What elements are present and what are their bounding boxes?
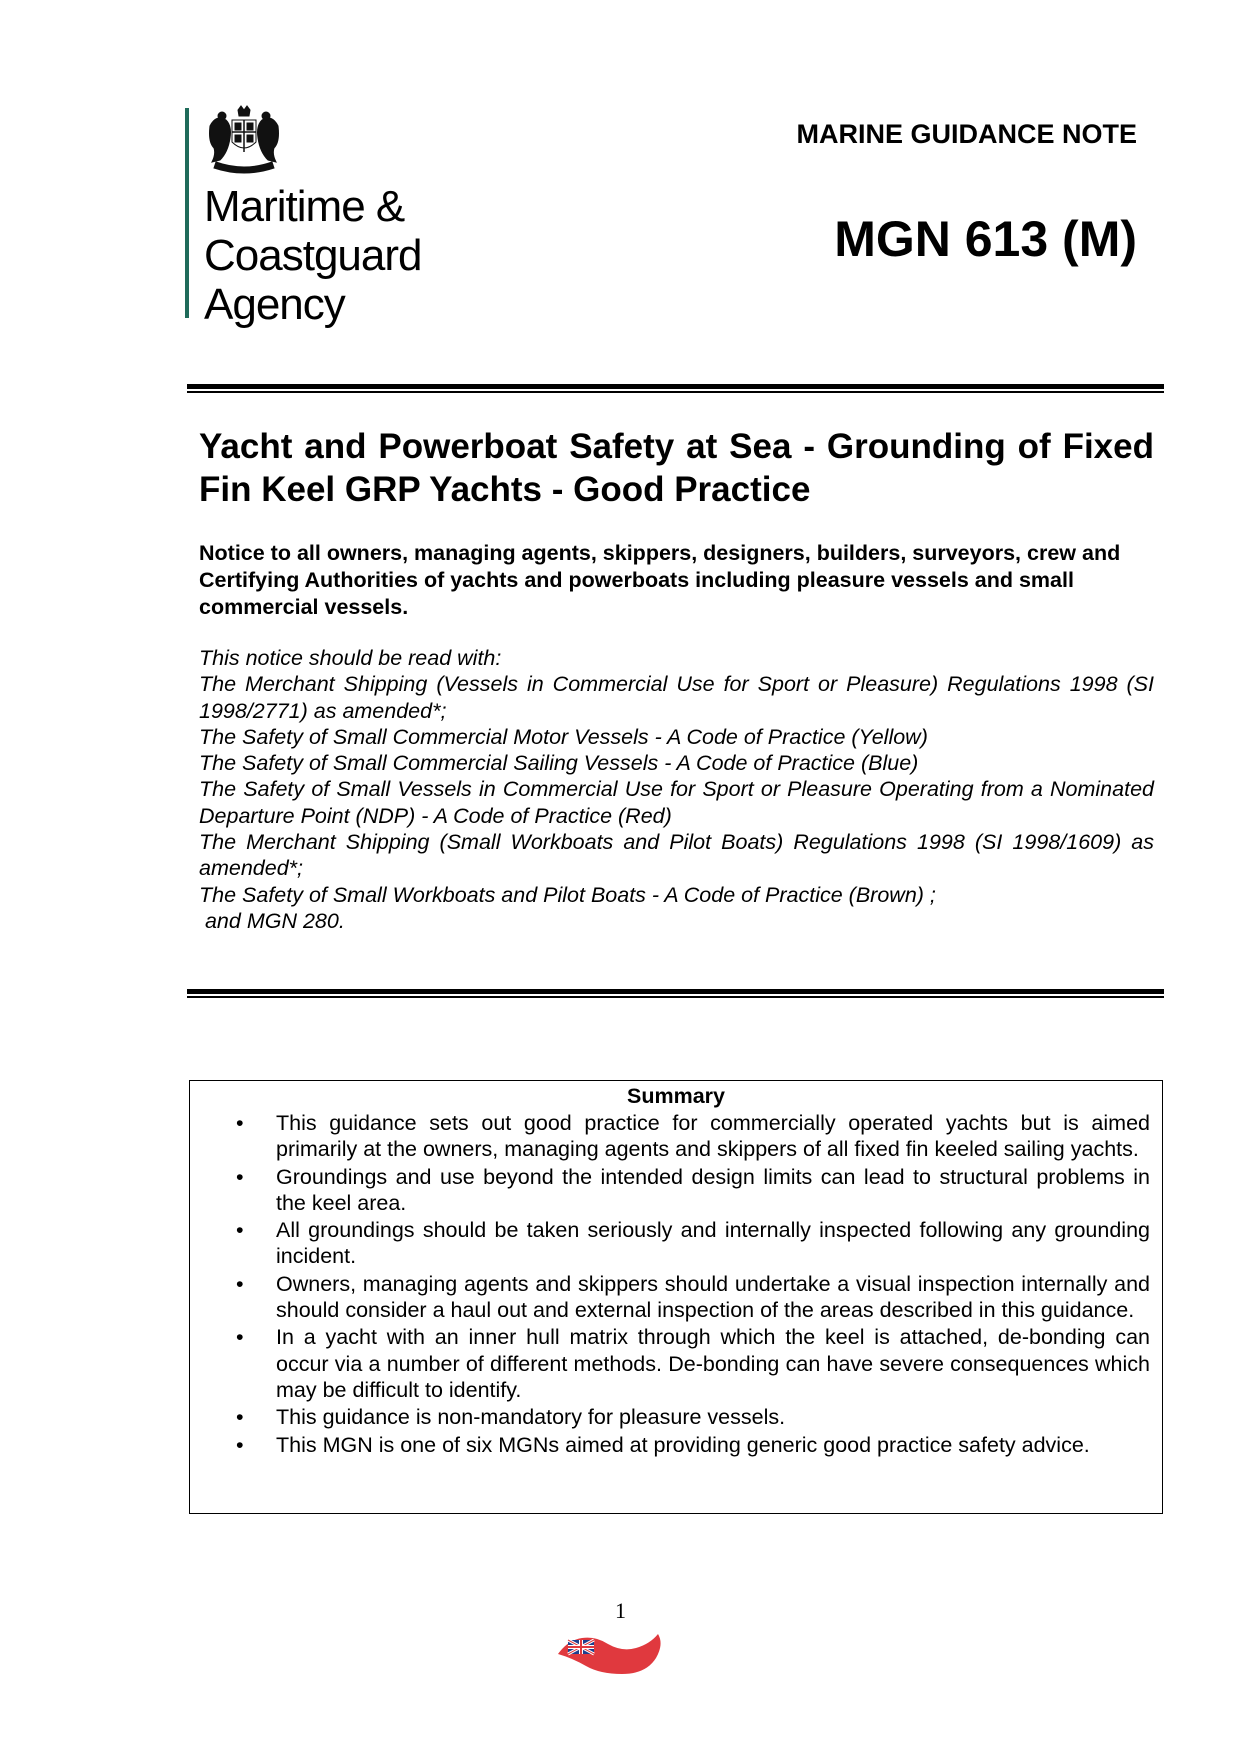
bullet-icon: • [236,1164,244,1189]
summary-item [190,1217,1162,1270]
reference-item: The Safety of Small Vessels in Commercial Use for Sport or Pleasure Operating from a Nominated Departure Point (NDP) - A Code of Practice (Red) [199,777,1154,828]
royal-coat-of-arms-icon [200,104,288,176]
document-type: MARINE GUIDANCE NOTE [796,119,1137,149]
reference-item: The Merchant Shipping (Vessels in Commercial Use for Sport or Pleasure) Regulations 1998 (SI 1998/2771) as amended*; [199,672,1154,723]
bullet-icon: • [236,1271,244,1296]
summary-item [190,1271,1162,1324]
summary-item-text: This guidance is non-mandatory for pleasure vessels. [276,1405,786,1430]
summary-heading: Summary [627,1084,725,1108]
summary-item [190,1164,1162,1217]
reference-item: The Safety of Small Commercial Motor Vessels - A Code of Practice (Yellow) [199,724,928,749]
summary-item [190,1324,1162,1403]
agency-name [204,182,421,329]
summary-item-text: Owners, managing agents and skippers should undertake a visual inspection internally and should consider a haul out and external inspection of the areas described in this guidance. [276,1271,1150,1323]
bullet-icon: • [236,1432,244,1457]
summary-item-text: In a yacht with an inner hull matrix through which the keel is attached, de-bonding can occur via a number of different methods. De-bonding can have severe consequences which may be difficult to identify. [276,1325,1150,1402]
bullet-icon: • [236,1325,244,1350]
agency-name-line-2: Coastguard [204,231,422,280]
bullet-icon: • [236,1111,244,1135]
bottom-divider [187,989,1164,998]
summary-box [189,1080,1163,1514]
red-ensign-icon [556,1628,664,1678]
agency-name-line-3: Agency [204,280,345,329]
summary-item-text: This MGN is one of six MGNs aimed at providing generic good practice safety advice. [276,1432,1090,1457]
reference-item: The Merchant Shipping (Small Workboats and Pilot Boats) Regulations 1998 (SI 1998/1609) as amended*; [199,830,1154,881]
reference-item: The Safety of Small Workboats and Pilot Boats - A Code of Practice (Brown) ; [199,882,936,907]
summary-item [190,1404,1162,1430]
summary-item [190,1432,1162,1458]
summary-item-text: Groundings and use beyond the intended design limits can lead to structural problems in the keel area. [276,1164,1150,1215]
agency-logo-bar [185,108,189,318]
summary-item-text: This guidance sets out good practice for commercially operated yachts but is aimed primarily at the owners, managing agents and skippers of all fixed fin keeled sailing yachts. [276,1111,1150,1162]
agency-name-line-1: Maritime & [204,182,405,231]
page-number: 1 [615,1598,626,1623]
top-divider [187,384,1164,393]
summary-item [190,1110,1162,1163]
reference-item: and MGN 280. [199,908,345,933]
document-title: Yacht and Powerboat Safety at Sea - Grounding of Fixed Fin Keel GRP Yachts - Good Practice [199,427,1154,509]
summary-item-text: All groundings should be taken seriously and internally inspected following any grounding incident. [276,1218,1150,1269]
document-number: MGN 613 (M) [834,211,1137,267]
reference-list [199,645,1154,934]
bullet-icon: • [236,1218,244,1243]
reference-intro: This notice should be read with: [199,646,502,670]
summary-list [190,1110,1162,1458]
reference-item: The Safety of Small Commercial Sailing Vessels - A Code of Practice (Blue) [199,751,919,776]
bullet-icon: • [236,1405,244,1430]
notice-recipients: Notice to all owners, managing agents, skippers, designers, builders, surveyors, crew and Certifying Authorities of yachts and powerboats including pleasure vessels and small commercial vessels. [199,541,1121,619]
